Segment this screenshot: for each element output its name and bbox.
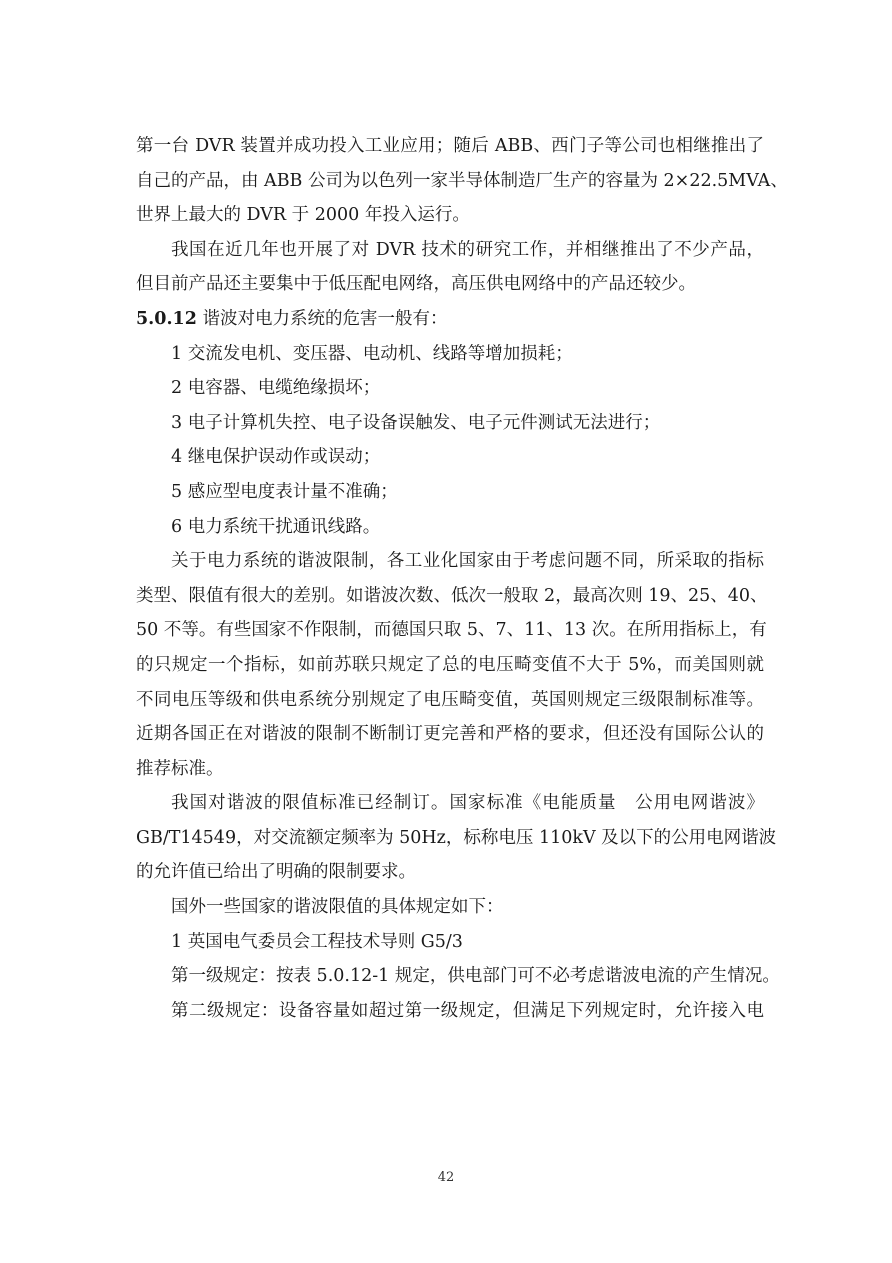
text-line: 我国对谐波的限值标准已经制订。国家标准《电能质量 公用电网谐波》 <box>171 793 764 814</box>
text-line: 第一台 DVR 装置并成功投入工业应用；随后 ABB、西门子等公司也相继推出了 <box>136 136 764 156</box>
list-item: 2 电容器、电缆绝缘损坏； <box>171 378 381 399</box>
text-line: 的只规定一个指标，如前苏联只规定了总的电压畸变值不大于 5%，而美国则就 <box>136 654 764 675</box>
clause-number: 5.0.12 <box>136 308 197 329</box>
uk-level2-rule: 第二级规定：设备容量如超过第一级规定，但满足下列规定时，允许接入电 <box>171 1000 764 1021</box>
text-line: 推荐标准。 <box>136 758 224 779</box>
list-item: 3 电子计算机失控、电子设备误触发、电子元件测试无法进行； <box>171 412 661 433</box>
paragraph-china-dvr <box>136 233 764 302</box>
text-line: 不同电压等级和供电系统分别规定了电压畸变值，英国则规定三级限制标准等。 <box>136 689 764 710</box>
paragraph-dvr-history <box>136 129 788 233</box>
paragraph-foreign-intro: 国外一些国家的谐波限值的具体规定如下： <box>171 897 504 918</box>
clause-heading <box>136 302 764 337</box>
text-line: 的允许值已给出了明确的限制要求。 <box>136 862 416 883</box>
text-line: 我国在近几年也开展了对 DVR 技术的研究工作，并相继推出了不少产品， <box>171 239 764 260</box>
page-number: 42 <box>437 1170 455 1185</box>
text-line: 类型、限值有很大的差别。如谐波次数、低次一般取 2，最高次则 19、25、40、 <box>136 585 768 606</box>
text-line: 自己的产品，由 ABB 公司为以色列一家半导体制造厂生产的容量为 2×22.5MVA、 <box>136 170 788 191</box>
list-item: 4 继电保护误动作或误动； <box>171 447 381 468</box>
list-item: 6 电力系统干扰通讯线路。 <box>171 516 381 537</box>
text-line: GB/T14549，对交流额定频率为 50Hz，标称电压 110kV 及以下的公用电网谐波 <box>136 827 777 848</box>
document-body <box>136 129 788 1028</box>
hazard-list <box>136 337 764 545</box>
paragraph-gb-standard <box>136 786 777 890</box>
uk-guideline-item: 1 英国电气委员会工程技术导则 G5/3 <box>171 931 463 952</box>
list-item: 5 感应型电度表计量不准确； <box>171 481 398 502</box>
uk-level1-rule: 第一级规定：按表 5.0.12-1 规定，供电部门可不必考虑谐波电流的产生情况。 <box>171 966 780 987</box>
text-line: 世界上最大的 DVR 于 2000 年投入运行。 <box>136 205 470 226</box>
text-line: 50 不等。有些国家不作限制，而德国只取 5、7、11、13 次。在所用指标上，有 <box>136 620 767 641</box>
text-line: 但目前产品还主要集中于低压配电网络，高压供电网络中的产品还较少。 <box>136 274 696 295</box>
text-line: 近期各国正在对谐波的限制不断制订更完善和严格的要求，但还没有国际公认的 <box>136 724 764 745</box>
text-line: 关于电力系统的谐波限制，各工业化国家由于考虑问题不同，所采取的指标 <box>171 551 764 572</box>
paragraph-limits <box>136 544 768 786</box>
clause-title: 谐波对电力系统的危害一般有： <box>196 308 448 329</box>
list-item: 1 交流发电机、变压器、电动机、线路等增加损耗； <box>171 343 573 364</box>
